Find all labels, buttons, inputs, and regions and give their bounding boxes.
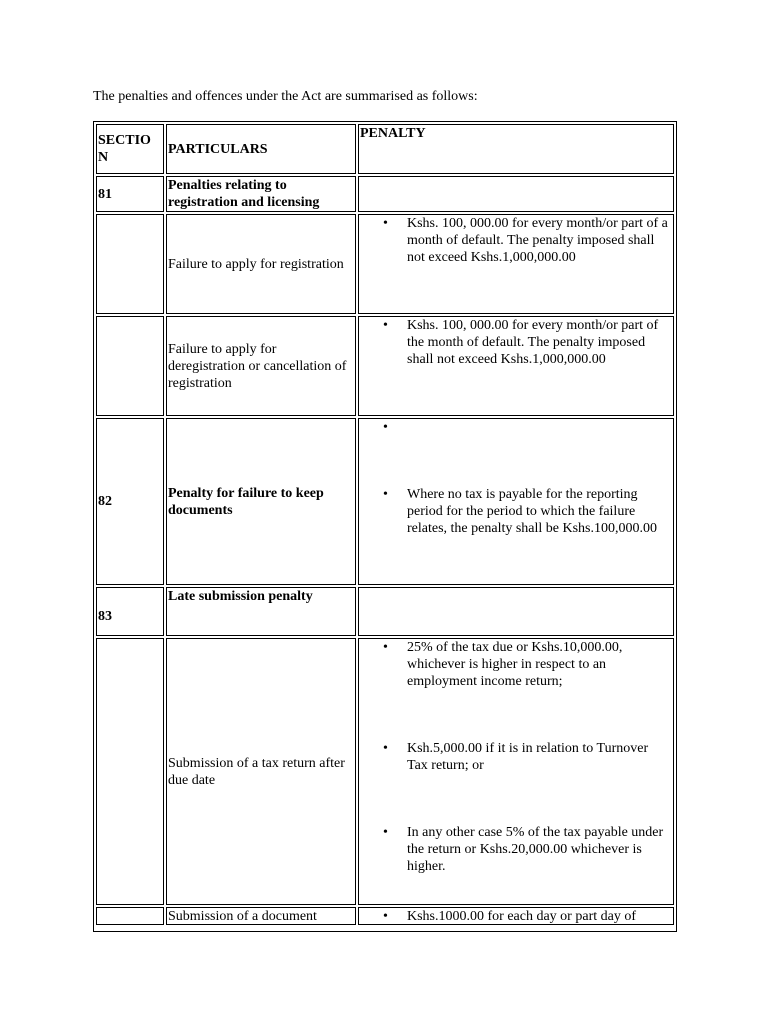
particulars-cell: Late submission penalty (166, 587, 356, 636)
penalty-cell (358, 316, 674, 416)
particulars-cell: Failure to apply for deregistration or cancellation of registration (166, 316, 356, 416)
table-row (96, 176, 674, 212)
list-item: • 25% of the tax due or Kshs.10,000.00, whichever is higher in respect to an employment income return; (360, 639, 669, 690)
section-cell: 83 (96, 587, 164, 636)
penalty-cell (358, 587, 674, 636)
penalty-cell (358, 638, 674, 905)
section-cell: 81 (96, 176, 164, 212)
list-item: • In any other case 5% of the tax payable under the return or Kshs.20,000.00 whichever is higher. (360, 824, 669, 875)
list-item: • Ksh.5,000.00 if it is in relation to Turnover Tax return; or (360, 740, 669, 774)
penalties-table (93, 121, 677, 932)
table-row (96, 907, 674, 925)
table-row (96, 638, 674, 905)
header-penalty: PENALTY (358, 124, 674, 174)
particulars-cell (166, 907, 356, 925)
table-row (96, 316, 674, 416)
list-item: • Where no tax is payable for the reporting period for the period to which the failure relates, the penalty shall be Kshs.100,000.00 (360, 486, 669, 537)
list-item: • Kshs. 100, 000.00 for every month/or part of the month of default. The penalty imposed shall not exceed Kshs.1,000,000.00 (360, 317, 669, 368)
list-item: • Kshs. 100, 000.00 for every month/or part of a month of default. The penalty imposed shall not exceed Kshs.1,000,000.00 (360, 215, 669, 266)
list-item (360, 419, 669, 436)
penalty-cell (358, 214, 674, 314)
table-row (96, 418, 674, 585)
particulars-cell: Submission of a tax return after due date (166, 638, 356, 905)
intro-text: The penalties and offences under the Act are summarised as follows: (93, 89, 478, 104)
header-particulars: PARTICULARS (166, 124, 356, 174)
particulars-cell: Failure to apply for registration (166, 214, 356, 314)
penalty-cell (358, 418, 674, 585)
penalty-cell (358, 907, 674, 925)
section-cell (96, 638, 164, 905)
table-row (96, 214, 674, 314)
particulars-cell: Penalty for failure to keep documents (166, 418, 356, 585)
penalty-cell (358, 176, 674, 212)
list-item: • Kshs.1000.00 for each day or part day of (360, 908, 669, 924)
table-header-row (96, 124, 674, 174)
particulars-text: Submission of a document (168, 909, 317, 924)
section-cell: 82 (96, 418, 164, 585)
section-cell (96, 316, 164, 416)
section-cell (96, 214, 164, 314)
header-section: SECTIO N (96, 124, 164, 174)
particulars-cell: Penalties relating to registration and licensing (166, 176, 356, 212)
section-cell (96, 907, 164, 925)
table-row (96, 587, 674, 636)
